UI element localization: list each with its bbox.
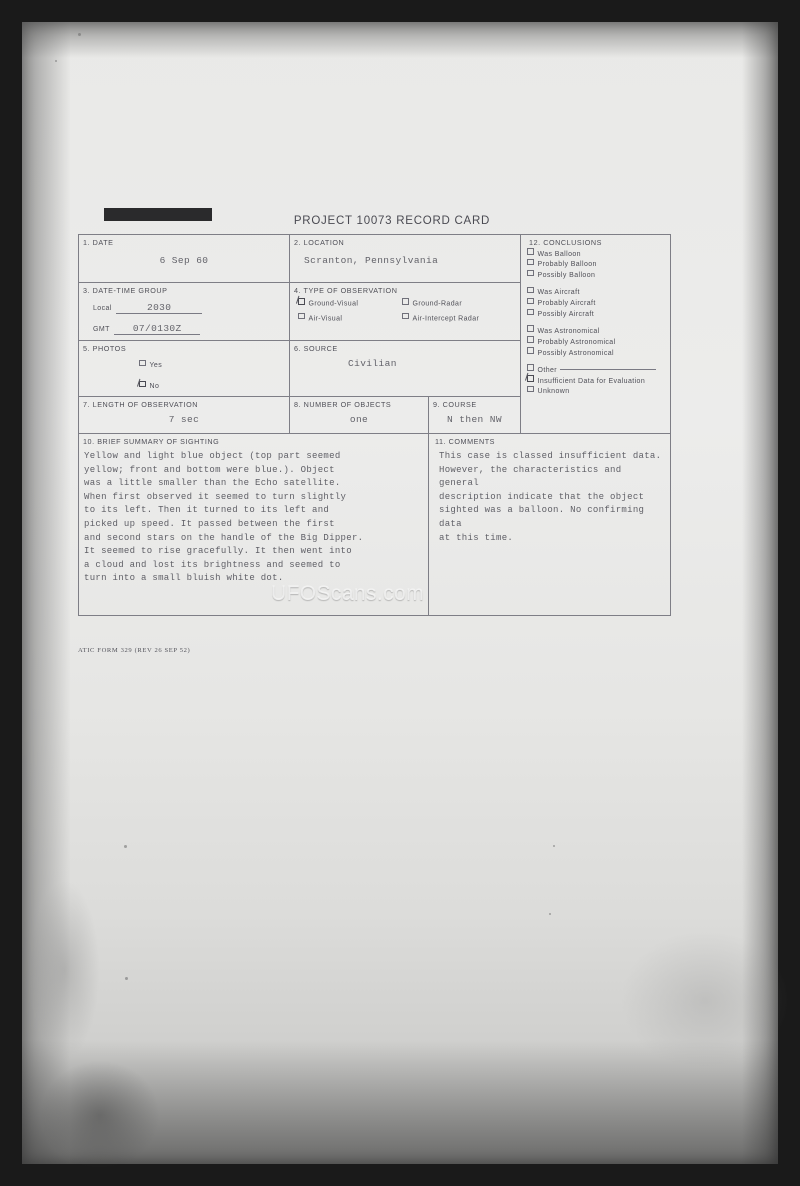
table-row <box>79 235 671 283</box>
field-value-number-of-objects[interactable]: one <box>349 414 369 425</box>
summary-line: a cloud and lost its brightness and seemed to <box>84 559 341 570</box>
conclusion-checkbox[interactable] <box>527 328 600 335</box>
checkbox-icon[interactable] <box>527 347 534 354</box>
observation-option[interactable] <box>298 298 402 308</box>
cell-location <box>290 235 521 283</box>
comment-line: This case is classed insufficient data. <box>439 451 662 461</box>
option-label: Unknown <box>537 388 570 396</box>
conclusion-checkbox[interactable] <box>527 261 597 268</box>
conclusion-group <box>527 325 670 358</box>
field-label-course: 9. COURSE <box>433 400 477 409</box>
conclusion-checkbox[interactable] <box>527 289 580 296</box>
brief-summary-text[interactable] <box>79 446 428 586</box>
cell-type-of-observation <box>290 283 521 341</box>
checkbox-icon[interactable] <box>527 386 534 393</box>
checkbox-icon[interactable] <box>527 248 534 255</box>
scan-speck <box>124 845 127 848</box>
field-value-location[interactable]: Scranton, Pennsylvania <box>304 255 439 266</box>
conclusion-checkbox[interactable] <box>527 350 614 357</box>
option-label: Possibly Aircraft <box>537 311 595 319</box>
local-label: Local <box>93 305 112 312</box>
summary-line: When first observed it seemed to turn slightly <box>84 491 347 502</box>
conclusion-option[interactable] <box>527 386 670 397</box>
conclusion-option[interactable] <box>527 287 670 298</box>
comment-line: description indicate that the object <box>439 491 645 502</box>
checkbox-icon[interactable] <box>402 313 409 320</box>
summary-line: Yellow and light blue object (top part seemed <box>84 451 341 461</box>
scan-speck <box>549 913 551 915</box>
cell-date-time-group <box>79 283 290 341</box>
field-label-date-time-group: 3. DATE-TIME GROUP <box>83 286 168 295</box>
checkbox-icon[interactable] <box>298 313 305 320</box>
conclusion-group-gap <box>521 281 670 286</box>
option-label: Probably Aircraft <box>537 300 596 308</box>
option-label: No <box>149 383 160 390</box>
checkbox-icon[interactable] <box>527 364 534 371</box>
summary-line: was a little smaller than the Echo satellite. <box>84 478 341 489</box>
summary-line: yellow; front and bottom were blue.). Object <box>84 464 335 475</box>
option-label: Insufficient Data for Evaluation <box>537 377 646 385</box>
option-label: Yes <box>149 362 163 369</box>
comments-text[interactable] <box>429 446 670 545</box>
observation-option[interactable] <box>402 313 479 323</box>
field-label-number-of-objects: 8. NUMBER OF OBJECTS <box>294 400 392 409</box>
redaction-bar <box>104 208 212 221</box>
option-label: Was Astronomical <box>537 327 600 335</box>
observation-option[interactable] <box>298 313 402 323</box>
field-label-conclusions: 12. CONCLUSIONS <box>529 238 602 247</box>
form-number-footer: ATIC FORM 329 (REV 26 SEP 52) <box>78 647 191 654</box>
photos-option-row <box>139 354 289 372</box>
table-row <box>79 434 671 616</box>
photos-option[interactable] <box>139 362 162 369</box>
scan-speck <box>125 977 128 980</box>
cell-length-of-observation <box>79 397 290 434</box>
gmt-value[interactable]: 07/0130Z <box>114 323 200 335</box>
conclusion-checkbox[interactable] <box>527 311 594 318</box>
conclusion-option[interactable] <box>527 325 670 336</box>
conclusion-checkbox[interactable] <box>527 272 595 279</box>
observation-option-row <box>298 313 516 323</box>
conclusion-checkbox[interactable] <box>527 367 557 374</box>
cell-comments <box>429 434 671 616</box>
option-label: Ground-Visual <box>308 300 359 308</box>
conclusions-list[interactable] <box>521 248 670 397</box>
conclusion-checkbox[interactable] <box>527 339 616 346</box>
summary-line: It seemed to rise gracefully. It then went into <box>84 546 352 557</box>
record-card-table <box>78 234 671 616</box>
field-value-course[interactable]: N then NW <box>447 414 502 425</box>
field-label-comments: 11. COMMENTS <box>435 437 495 446</box>
conclusion-group <box>527 287 670 320</box>
summary-line: and second stars on the handle of the Big Dipper. <box>84 532 364 543</box>
option-label: Other <box>537 366 558 374</box>
conclusion-checkbox[interactable] <box>527 378 645 385</box>
gmt-label: GMT <box>93 326 110 333</box>
scan-speck <box>553 845 555 847</box>
observation-option[interactable] <box>402 298 462 308</box>
conclusion-option[interactable] <box>527 309 670 320</box>
conclusion-group <box>527 364 670 397</box>
conclusion-option[interactable] <box>527 270 670 281</box>
conclusion-option[interactable] <box>527 347 670 358</box>
checkbox-icon[interactable] <box>527 298 534 305</box>
summary-line: picked up speed. It passed between the first <box>84 518 335 529</box>
cell-conclusions <box>521 235 671 434</box>
scan-speck <box>55 60 57 62</box>
cell-date <box>79 235 290 283</box>
observation-option-row <box>298 298 516 308</box>
field-label-source: 6. SOURCE <box>294 344 338 353</box>
option-label: Probably Astronomical <box>537 338 616 346</box>
field-value-source[interactable]: Civilian <box>348 358 397 369</box>
conclusion-option[interactable] <box>527 298 670 309</box>
conclusion-checkbox[interactable] <box>527 388 569 395</box>
field-value-length-of-observation[interactable]: 7 sec <box>168 414 200 425</box>
checkbox-icon[interactable] <box>527 336 534 343</box>
conclusion-option[interactable] <box>527 364 670 375</box>
field-label-brief-summary: 10. BRIEF SUMMARY OF SIGHTING <box>83 437 220 446</box>
option-label: Ground-Radar <box>412 300 463 308</box>
checkbox-icon[interactable] <box>527 375 534 382</box>
checkbox-icon[interactable] <box>139 381 146 388</box>
option-label: Was Balloon <box>537 250 581 258</box>
summary-line: turn into a small bluish white dot. <box>84 573 284 584</box>
conclusion-checkbox[interactable] <box>527 251 581 258</box>
field-label-photos: 5. PHOTOS <box>83 344 127 353</box>
option-label: Probably Balloon <box>537 261 597 269</box>
option-label: Possibly Astronomical <box>537 349 614 357</box>
conclusion-group <box>527 248 670 281</box>
photos-options[interactable] <box>79 353 289 393</box>
checkbox-icon[interactable] <box>527 270 534 277</box>
comment-line: sighted was a balloon. No confirming data <box>439 505 645 529</box>
field-label-type-of-observation: 4. TYPE OF OBSERVATION <box>294 286 398 295</box>
field-label-date: 1. DATE <box>83 238 114 247</box>
field-value-date[interactable]: 6 Sep 60 <box>159 255 209 266</box>
photos-option[interactable] <box>139 383 159 390</box>
photos-option-row <box>139 375 289 393</box>
conclusion-checkbox[interactable] <box>527 300 596 307</box>
checkbox-icon[interactable] <box>527 309 534 316</box>
cell-course <box>429 397 521 434</box>
conclusion-option[interactable] <box>527 336 670 347</box>
conclusion-group-gap <box>521 319 670 324</box>
option-label: Possibly Balloon <box>537 272 596 280</box>
option-label: Was Aircraft <box>537 289 580 297</box>
cell-number-of-objects <box>290 397 429 434</box>
scan-speck <box>78 33 81 36</box>
conclusion-group-gap <box>521 358 670 363</box>
checkbox-icon[interactable] <box>527 287 534 294</box>
record-card <box>78 215 670 654</box>
summary-line: to its left. Then it turned to its left and <box>84 505 330 516</box>
comment-line: at this time. <box>439 532 514 543</box>
watermark: UFOScans.com <box>271 582 424 605</box>
cell-source <box>290 341 521 397</box>
conclusion-option[interactable] <box>527 259 670 270</box>
checkbox-icon[interactable] <box>298 298 305 305</box>
checkbox-icon[interactable] <box>139 360 146 367</box>
field-label-length-of-observation: 7. LENGTH OF OBSERVATION <box>83 400 199 409</box>
checkbox-icon[interactable] <box>402 298 409 305</box>
local-value[interactable]: 2030 <box>116 302 202 314</box>
other-write-in-line[interactable] <box>560 369 656 370</box>
checkbox-icon[interactable] <box>527 259 534 266</box>
conclusion-option[interactable] <box>527 248 670 259</box>
field-label-location: 2. LOCATION <box>294 238 345 247</box>
checkbox-icon[interactable] <box>527 325 534 332</box>
conclusion-option[interactable] <box>527 375 670 386</box>
observation-options[interactable] <box>290 295 520 322</box>
cell-photos <box>79 341 290 397</box>
page-title: PROJECT 10073 RECORD CARD <box>293 215 491 227</box>
option-label: Air-Intercept Radar <box>412 315 480 322</box>
comment-line: However, the characteristics and general <box>439 464 622 489</box>
option-label: Air-Visual <box>308 315 343 322</box>
cell-brief-summary <box>79 434 429 616</box>
